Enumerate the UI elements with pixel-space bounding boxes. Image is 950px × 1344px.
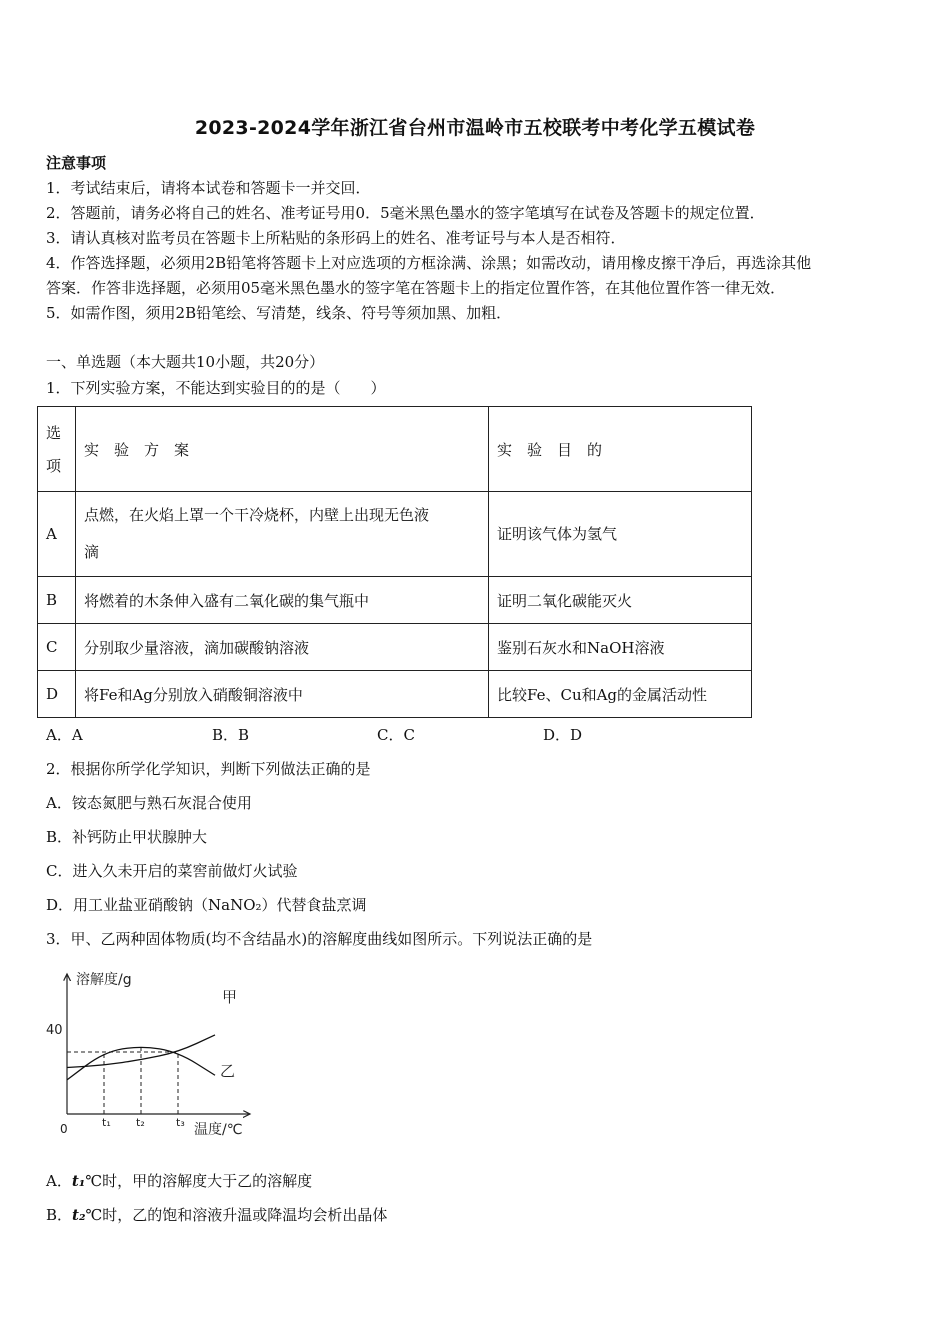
q3-option-a[interactable] xyxy=(46,1170,312,1191)
y-tick-40: 40 xyxy=(46,1023,63,1038)
notes-item: 5．如需作图，须用2B铅笔绘、写清楚，线条、符号等须加黑、加粗． xyxy=(46,304,512,322)
q2-option-a[interactable]: A．铵态氮肥与熟石灰混合使用 xyxy=(46,794,252,812)
origin-label: 0 xyxy=(60,1122,68,1136)
notes-item: 4．作答选择题，必须用2B铅笔将答题卡上对应选项的方框涂满、涂黑；如需改动，请用橡皮擦干净后，再选涂其他 xyxy=(46,254,812,272)
x-tick-t1: t₁ xyxy=(102,1116,111,1129)
experiment-table xyxy=(37,406,752,718)
y-axis-label: 溶解度/g xyxy=(76,972,132,988)
row-plan xyxy=(76,492,489,577)
table-row xyxy=(38,577,752,624)
row-plan-line1: 点燃，在火焰上罩一个干冷烧杯，内壁上出现无色液 xyxy=(84,506,430,524)
row-goal: 证明该气体为氢气 xyxy=(489,492,752,577)
row-goal: 比较Fe、Cu和Ag的金属活动性 xyxy=(489,671,752,718)
row-plan: 将Fe和Ag分别放入硝酸铜溶液中 xyxy=(76,671,489,718)
row-goal: 证明二氧化碳能灭火 xyxy=(489,577,752,624)
series-label-yi: 乙 xyxy=(220,1062,236,1080)
notes-item: 答案．作答非选择题，必须用05毫米黑色墨水的签字笔在答题卡上的指定位置作答，在其他位置作答一律无效． xyxy=(46,279,786,297)
q1-option-a[interactable]: A．A xyxy=(46,726,83,744)
row-plan: 将燃着的木条伸入盛有二氧化碳的集气瓶中 xyxy=(76,577,489,624)
row-option: B xyxy=(38,577,76,624)
table-row xyxy=(38,671,752,718)
x-axis-label: 温度/℃ xyxy=(194,1122,243,1138)
page-title: 2023-2024学年浙江省台州市温岭市五校联考中考化学五模试卷 xyxy=(194,117,756,139)
row-option: D xyxy=(38,671,76,718)
x-tick-t2: t₂ xyxy=(136,1116,145,1129)
row-option: C xyxy=(38,624,76,671)
table-row xyxy=(38,624,752,671)
question-1-stem: 1．下列实验方案，不能达到实验目的的是（ ） xyxy=(46,379,386,397)
question-2-stem: 2．根据你所学化学知识，判断下列做法正确的是 xyxy=(46,760,371,778)
notes-item: 2．答题前，请务必将自己的姓名、准考证号用0．5毫米黑色墨水的签字笔填写在试卷及答题卡的规定位置． xyxy=(46,204,765,222)
q3-option-a-label: A． xyxy=(46,1172,72,1190)
row-goal: 鉴别石灰水和NaOH溶液 xyxy=(489,624,752,671)
q2-option-c[interactable]: C．进入久未开启的菜窖前做灯火试验 xyxy=(46,862,298,880)
header-goal: 实 验 目 的 xyxy=(489,407,752,492)
notes-item: 1．考试结束后，请将本试卷和答题卡一并交回． xyxy=(46,179,371,197)
section-heading: 一、单选题（本大题共10小题，共20分） xyxy=(46,353,325,371)
row-option: A xyxy=(38,492,76,577)
q3-option-a-var: t₁ xyxy=(71,1172,86,1190)
table-row xyxy=(38,492,752,577)
q2-option-b[interactable]: B．补钙防止甲状腺肿大 xyxy=(46,828,208,846)
notes-item: 3．请认真核对监考员在答题卡上所粘贴的条形码上的姓名、准考证号与本人是否相符． xyxy=(46,229,626,247)
q2-option-d[interactable]: D．用工业盐亚硝酸钠（NaNO₂）代替食盐烹调 xyxy=(46,896,367,914)
q1-option-d[interactable]: D．D xyxy=(543,726,583,744)
q1-option-c[interactable]: C．C xyxy=(377,726,415,744)
q3-option-b-var: t₂ xyxy=(72,1206,86,1224)
q3-option-b-text: ℃时，乙的饱和溶液升温或降温均会析出晶体 xyxy=(85,1206,388,1224)
table-header-row xyxy=(38,407,752,492)
header-plan: 实 验 方 案 xyxy=(76,407,489,492)
solubility-chart xyxy=(40,962,270,1142)
notes-heading: 注意事项 xyxy=(46,154,107,172)
x-tick-t3: t₃ xyxy=(176,1116,185,1129)
row-plan: 分别取少量溶液，滴加碳酸钠溶液 xyxy=(76,624,489,671)
row-plan-line2: 滴 xyxy=(84,543,100,561)
header-option xyxy=(38,407,76,492)
header-option-line1: 选 xyxy=(46,424,62,442)
header-option-line2: 项 xyxy=(46,457,62,475)
q1-option-b[interactable]: B．B xyxy=(212,726,250,744)
question-3-stem: 3．甲、乙两种固体物质(均不含结晶水)的溶解度曲线如图所示。下列说法正确的是 xyxy=(46,930,593,948)
series-label-jia: 甲 xyxy=(222,988,238,1006)
q3-option-a-text: ℃时，甲的溶解度大于乙的溶解度 xyxy=(85,1172,313,1190)
q3-option-b-label: B． xyxy=(46,1206,73,1224)
q3-option-b[interactable] xyxy=(46,1204,387,1225)
